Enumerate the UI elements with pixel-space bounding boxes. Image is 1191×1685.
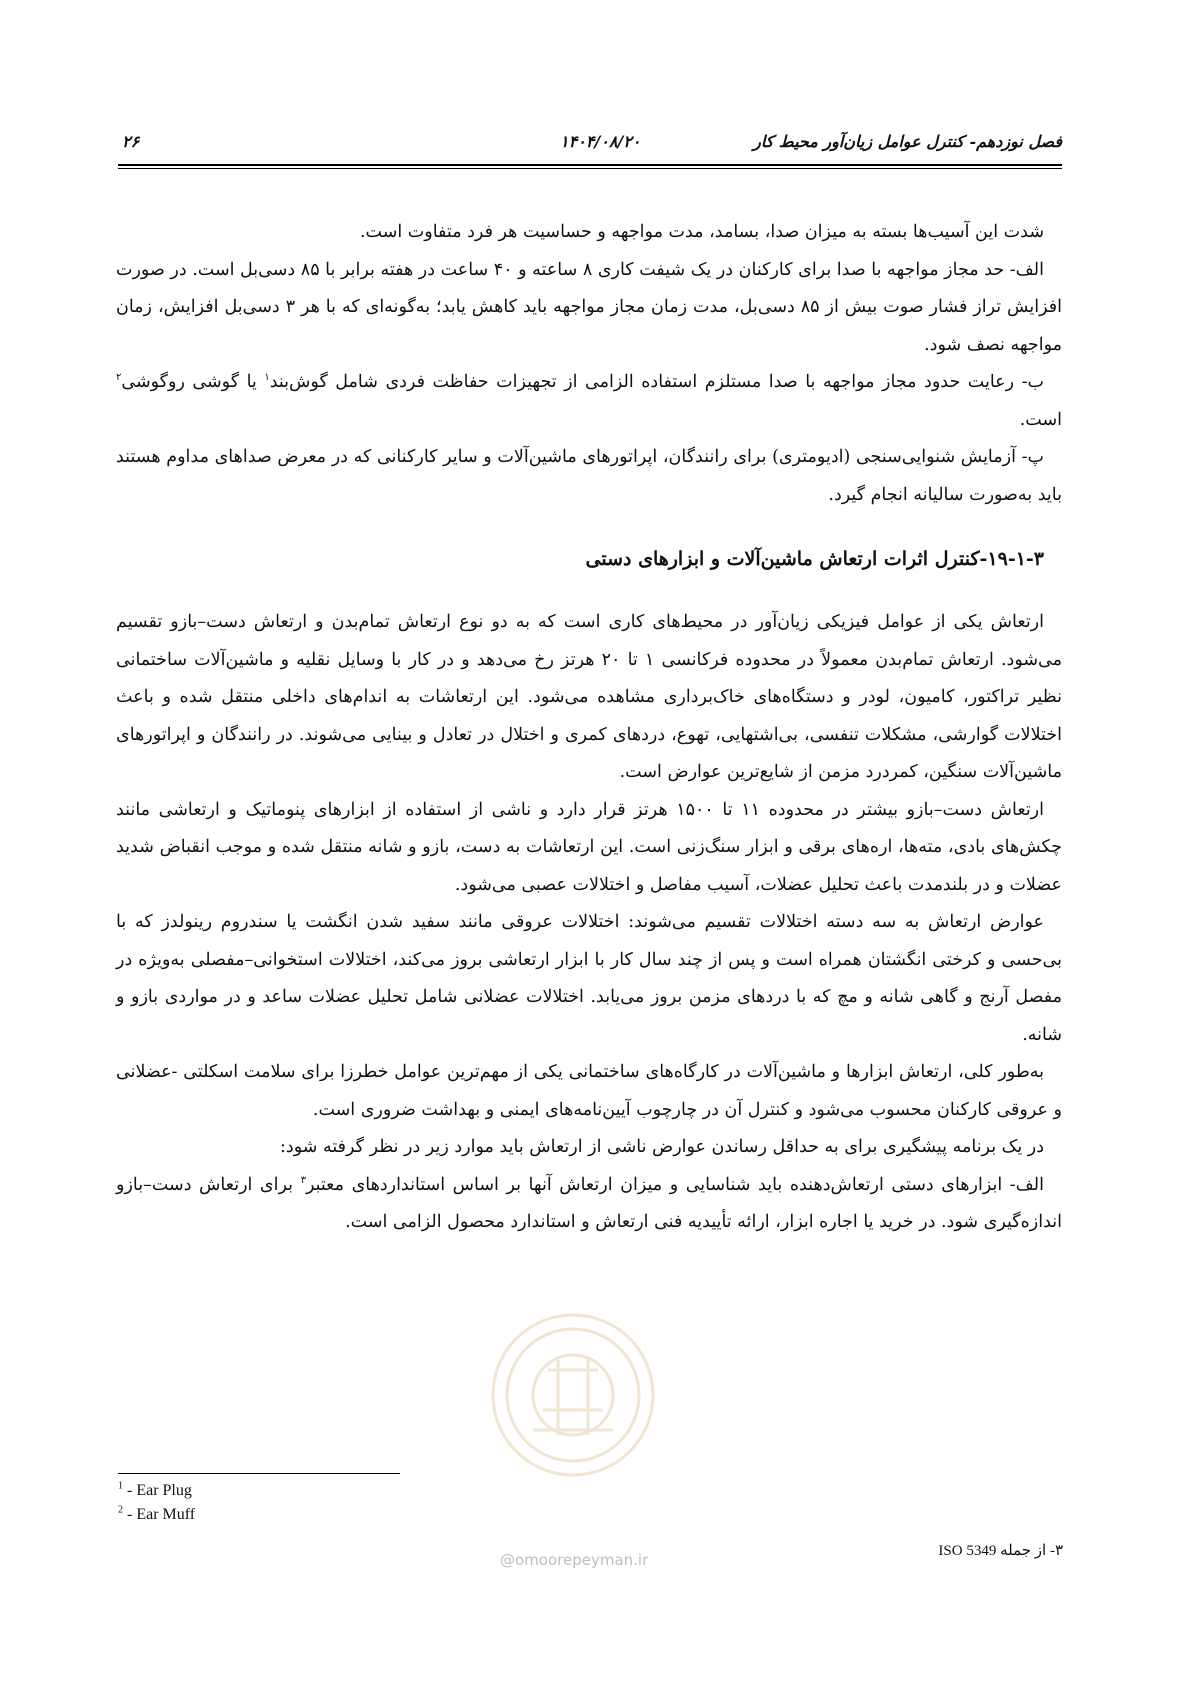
footnote-ref: ۳ bbox=[300, 1174, 306, 1186]
footnote-mark: 1 bbox=[118, 1480, 123, 1492]
paragraph: پ- آزمایش شنوایی‌سنجی (ادیومتری) برای رانندگان، اپراتورهای ماشین‌آلات و سایر کارکنانی که در معرض صداهای مداوم هستند باید به‌صورت سالیانه انجام گیرد. bbox=[116, 447, 1062, 505]
header-rule-thin bbox=[118, 168, 1062, 169]
body-text bbox=[116, 214, 1062, 1242]
footnote-mark: 2 bbox=[118, 1504, 123, 1516]
footnote-ref: ۲ bbox=[116, 372, 122, 384]
section-heading: ۱۹-۱-۳-کنترل اثرات ارتعاش ماشین‌آلات و ابزارهای دستی bbox=[585, 548, 1044, 570]
paragraph bbox=[116, 364, 1062, 439]
paragraph: ارتعاش یکی از عوامل فیزیکی زیان‌آور در محیط‌های کاری است که به دو نوع ارتعاش تمام‌بدن و ارتعاش دست–بازو تقسیم می‌شود. ارتعاش تمام‌بدن معمولاً در محدوده فرکانسی ۱ تا ۲۰ هرتز رخ می‌دهد و در کار با وسایل نقلیه و ماشین‌آلات ساختمانی نظیر تراکتور، کامیون، لودر و دستگاه‌های خاک‌برداری مشاهده می‌شود. این ارتعاشات به اندام‌های داخلی منتقل شده و باعث اختلالات گوارشی، مشکلات تنفسی، بی‌اشتهایی، تهوع، دردهای کمری و اختلال در تعادل و بینایی می‌شوند. در رانندگان و اپراتورهای ماشین‌آلات سنگین، کمردرد مزمن از شایع‌ترین عوارض است. bbox=[116, 612, 1062, 782]
paragraph: به‌طور کلی، ارتعاش ابزارها و ماشین‌آلات در کارگاه‌های ساختمانی یکی از مهم‌ترین عوامل خطرزا برای سلامت اسکلتی -عضلانی و عروقی کارکنان محسوب می‌شود و کنترل آن در چارچوب آیین‌نامه‌های ایمنی و بهداشت ضروری است. bbox=[116, 1062, 1062, 1120]
paragraph bbox=[116, 1167, 1062, 1242]
watermark-seal-icon bbox=[488, 1310, 658, 1480]
paragraph-text: است. bbox=[1019, 409, 1062, 430]
paragraph-text: ب- رعایت حدود مجاز مواجهه با صدا مستلزم استفاده الزامی از تجهیزات حفاظت فردی شامل گوش‌بند bbox=[269, 372, 1044, 392]
paragraph-text: الف- ابزارهای دستی ارتعاش‌دهنده باید شناسایی و میزان ارتعاش آنها بر اساس استانداردهای معتبر bbox=[305, 1174, 1044, 1195]
page-header bbox=[118, 128, 1062, 162]
footnote-1 bbox=[118, 1482, 192, 1500]
header-date: ۱۴۰۴/۰۸/۲۰ bbox=[560, 132, 641, 151]
paragraph: ارتعاش دست–بازو بیشتر در محدوده ۱۱ تا ۱۵۰۰ هرتز قرار دارد و ناشی از استفاده از ابزارهای پنوماتیک و ارتعاشی مانند چکش‌های بادی، مته‌ها، اره‌های برقی و ابزار سنگ‌زنی است. این ارتعاشات به دست، بازو و شانه منتقل شده و موجب انقباض شدید عضلات و در بلندمدت باعث تحلیل عضلات، آسیب مفاصل و اختلالات عصبی می‌شود. bbox=[116, 799, 1062, 895]
paragraph: عوارض ارتعاش به سه دسته اختلالات تقسیم می‌شوند: اختلالات عروقی مانند سفید شدن انگشت یا سندروم رینولدز که با بی‌حسی و کرختی انگشتان همراه است و پس از چند سال کار با ابزار ارتعاشی بروز می‌کند، اختلالات استخوانی–مفصلی به‌ویژه در مفصل آرنج و گاهی شانه و مچ که با دردهای مزمن بروز می‌یابد. اختلالات عضلانی شامل تحلیل عضلات ساعد و در مواردی بازو و شانه. bbox=[116, 912, 1062, 1045]
watermark-site: @omoorepeyman.ir bbox=[500, 1551, 649, 1569]
footnote-rule bbox=[118, 1473, 400, 1474]
footnote-3: ۳- از جمله ISO 5349 bbox=[938, 1543, 1063, 1559]
footnote-ref: ۱ bbox=[264, 372, 270, 384]
paragraph-text: برای ارتعاش دست–بازو اندازه‌گیری شود. در خرید یا اجاره ابزار، ارائه تأییدیه فنی ارتعاش و استاندارد محصول الزامی است. bbox=[116, 1174, 1062, 1232]
header-title: فصل نوزدهم- کنترل عوامل زیان‌آور محیط کار bbox=[753, 132, 1062, 151]
footnote-2 bbox=[118, 1506, 195, 1524]
paragraph: در یک برنامه پیشگیری برای به حداقل رساندن عوارض ناشی از ارتعاش باید موارد زیر در نظر گرفته شود: bbox=[280, 1137, 1044, 1157]
paragraph-text: یا گوشی روگوشی bbox=[121, 372, 265, 392]
paragraph: شدت این آسیب‌ها بسته به میزان صدا، بسامد، مدت مواجهه و حساسیت هر فرد متفاوت است. bbox=[359, 222, 1044, 242]
header-rule bbox=[118, 164, 1062, 166]
page-number: ۲۶ bbox=[122, 132, 140, 151]
paragraph: الف- حد مجاز مواجهه با صدا برای کارکنان در یک شیفت کاری ۸ ساعته و ۴۰ ساعت در هفته برابر با ۸۵ دسی‌بل است. در صورت افزایش تراز فشار صوت بیش از ۸۵ دسی‌بل، مدت زمان مجاز مواجهه باید کاهش یابد؛ به‌گونه‌ای که با هر ۳ دسی‌بل افزایش، زمان مواجهه نصف شود. bbox=[116, 259, 1062, 355]
footnote-text: - Ear Muff bbox=[123, 1506, 196, 1523]
footnote-text: - Ear Plug bbox=[123, 1482, 192, 1499]
